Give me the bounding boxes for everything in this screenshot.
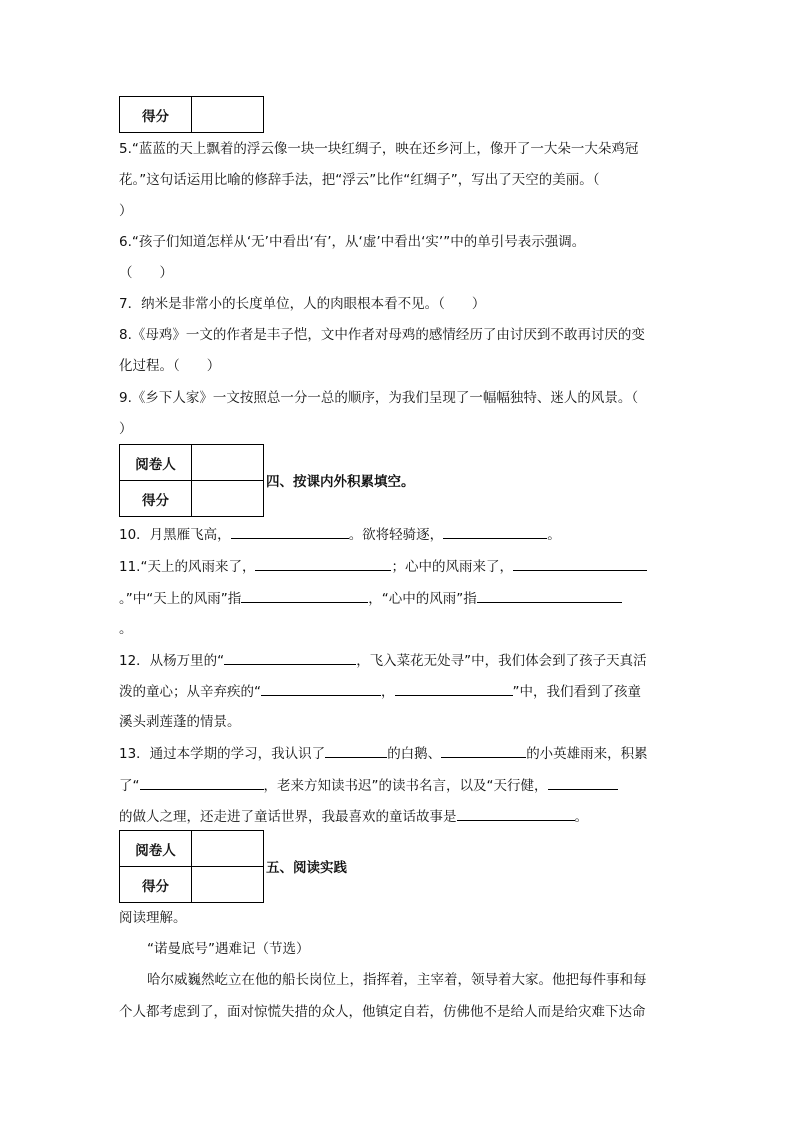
q12-blank-2[interactable] [261,681,381,696]
passage-line-2: 个人都考虑到了，面对惊慌失措的众人，他镇定自若，仿佛他不是给人而是给灾难下达命 [119,1004,646,1020]
q12-text-a: 12．从杨万里的“ [119,653,225,669]
question-10 [119,524,561,545]
q11-blank-1[interactable] [255,556,391,571]
score-cell[interactable] [192,97,264,133]
question-9-line-1: 9.《乡下人家》一文按照总一分一总的顺序，为我们呈现了一幅幅独特、迷人的风景。（ [119,390,639,406]
question-5-line-1: 5.“蓝蓝的天上飘着的浮云像一块一块红绸子，映在还乡河上，像开了一大朵一大朵鸡冠 [119,141,639,157]
q13-text-g: 。 [574,809,588,825]
q13-text-b: 的白鹅、 [387,746,442,762]
section-4-score-box [119,444,264,517]
question-13-line-2 [119,775,618,796]
q12-blank-3[interactable] [395,681,513,696]
question-5-line-3: ） [119,203,133,219]
q11-blank-2[interactable] [513,556,647,571]
question-6-line-1: 6.“孩子们知道怎样从‘无’中看出‘有’，从‘虚’中看出‘实’”中的单引号表示强调。 [119,234,586,250]
question-11-line-1 [119,556,647,577]
question-12-line-3: 溪头剥莲蓬的情景。 [119,714,241,730]
question-11-line-3: 。 [119,621,133,637]
question-12-line-1 [119,650,647,671]
q12-blank-1[interactable] [224,650,356,665]
q13-blank-5[interactable] [457,806,575,821]
question-7-line-1: 7．纳米是非常小的长度单位，人的肉眼根本看不见。（ ） [119,296,486,312]
question-8-line-2: 化过程。（ ） [119,358,221,374]
q11-text-b: ；心中的风雨来了， [391,559,513,575]
q13-blank-1[interactable] [325,743,387,758]
q10-text-b: 。欲将轻骑逐， [348,527,444,543]
q13-text-c: 的小英雄雨来，积累 [526,746,648,762]
reviewer-cell[interactable] [192,445,264,481]
score-cell[interactable] [192,867,264,903]
q12-text-b: ，飞入菜花无处寻”中，我们体会到了孩子天真活 [356,653,647,669]
q13-blank-4[interactable] [548,775,618,790]
reviewer-label: 阅卷人 [120,445,192,481]
q12-text-d: ， [381,684,395,700]
score-cell[interactable] [192,481,264,517]
question-8-line-1: 8.《母鸡》一文的作者是丰子恺，文中作者对母鸡的感情经历了由讨厌到不敢再讨厌的变 [119,327,645,343]
q11-blank-4[interactable] [477,588,622,603]
q13-text-a: 13．通过本学期的学习，我认识了 [119,746,326,762]
question-12-line-2 [119,681,641,702]
q10-text-a: 10．月黑雁飞高， [119,527,231,543]
q10-blank-2[interactable] [443,524,547,539]
question-13-line-1 [119,743,648,764]
section-5-title: 五、阅读实践 [266,860,347,876]
score-label: 得分 [120,867,192,903]
reviewer-label: 阅卷人 [120,831,192,867]
passage-title: “诺曼底号”遇难记（节选） [147,941,310,957]
q12-text-c: 泼的童心；从辛弃疾的“ [119,684,261,700]
reading-intro: 阅读理解。 [119,910,187,926]
q13-text-e: ，老来方知读书迟”的读书名言，以及“天行健， [263,778,548,794]
question-5-line-2: 花。”这句话运用比喻的修辞手法，把“浮云”比作“红绸子”，写出了天空的美丽。（ [119,172,600,188]
score-label: 得分 [120,97,192,133]
section-5-score-box [119,830,264,903]
score-box [119,96,264,133]
q12-text-e: ”中，我们看到了孩童 [512,684,641,700]
q13-blank-3[interactable] [140,775,264,790]
reviewer-cell[interactable] [192,831,264,867]
q13-text-d: 了“ [119,778,140,794]
q13-blank-2[interactable] [441,743,526,758]
question-9-line-2: ） [119,421,133,437]
q11-text-a: 11.“天上的风雨来了， [119,559,256,575]
q13-text-f: 的做人之理，还走进了童话世界，我最喜欢的童话故事是 [119,809,457,825]
q11-blank-3[interactable] [241,588,368,603]
section-4-title: 四、按课内外积累填空。 [266,474,415,490]
q11-text-c: 。”中“天上的风雨”指 [119,591,242,607]
question-11-line-2 [119,588,622,609]
q10-blank-1[interactable] [231,524,349,539]
score-label: 得分 [120,481,192,517]
question-6-line-2: （ ） [119,265,173,281]
q10-text-c: 。 [547,527,561,543]
question-13-line-3 [119,806,588,827]
q11-text-d: ，“心中的风雨”指 [368,591,477,607]
passage-line-1: 哈尔威巍然屹立在他的船长岗位上，指挥着，主宰着，领导着大家。他把每件事和每 [147,972,647,988]
